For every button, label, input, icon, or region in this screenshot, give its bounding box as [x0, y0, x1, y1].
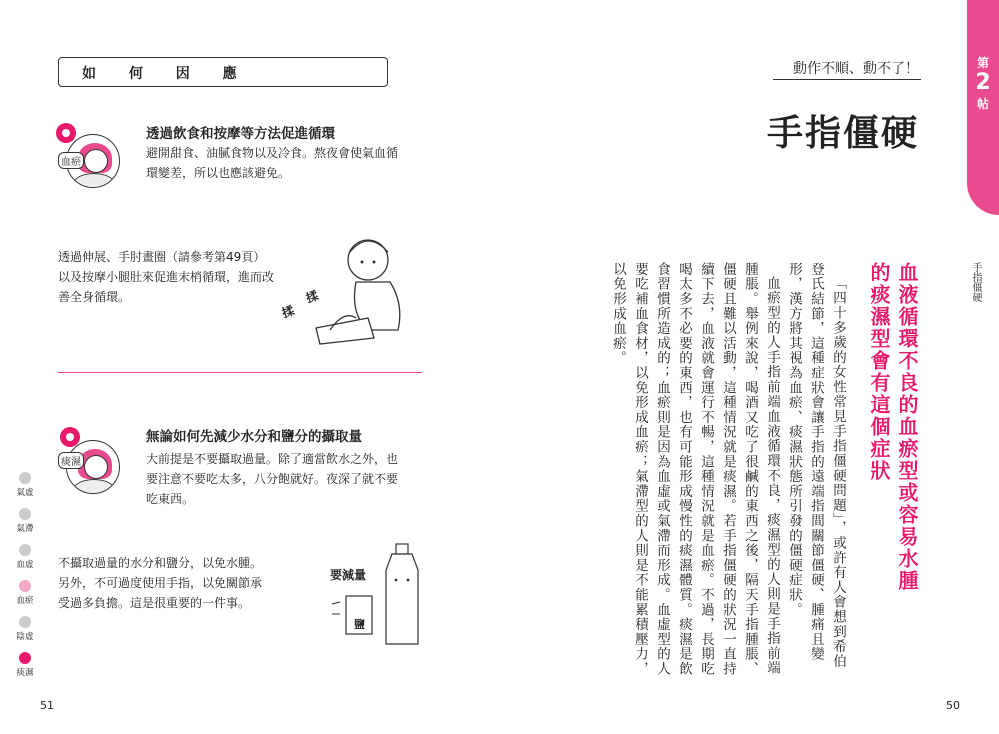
tip1-heading: 透過飲食和按摩等方法促進循環: [146, 126, 335, 142]
kicker: 動作不順、動不了！: [793, 61, 919, 77]
article-paragraph: 「四十多歲的女性常見手指僵硬問題」，或許有人會想到希伯登氏結節，這種症狀會讓手指的遠端指間關節僵硬、腫痛且變形，漢方將其視為血瘀、痰濕狀態所引發的僵硬症狀。: [786, 262, 846, 669]
page-number-right: 50: [946, 699, 960, 712]
kicker-underline: [773, 79, 921, 80]
avatar-tag: 血瘀: [58, 152, 84, 169]
reduce-caption: 要減量: [330, 568, 367, 582]
tip2-body: 大前提是不要攝取過量。除了適當飲水之外，也要注意不要吃太多，八分飽就好。夜深了就不要吃東西。: [146, 452, 399, 506]
illustration2-note: 不攝取過量的水分和鹽分，以免水腫。另外，不可過度使用手指，以免關節承受過多負擔。這是很重要的一件事。: [58, 556, 263, 610]
flower-icon: [56, 123, 76, 143]
tip2-heading: 無論如何先減少水分和鹽分的攝取量: [146, 429, 362, 445]
sfx-rub-left: 揉: [280, 303, 297, 321]
index-item: 血瘀: [12, 580, 38, 606]
avatar-tag: 痰濕: [58, 452, 84, 469]
index-item: 血虛: [12, 544, 38, 570]
index-item: 陰虛: [12, 616, 38, 642]
stretching-girl-illustration: [280, 218, 420, 358]
index-item: 氣滯: [12, 508, 38, 534]
illustration1-note: 透過伸展、手肘畫圈（請參考第49頁）以及按摩小腿肚來促進末梢循環，進而改善全身循環。: [58, 250, 275, 304]
running-head: 手指僵硬: [970, 262, 981, 302]
subtitle: 血液循環不良的血瘀型或容易水腫的痰濕型會有這個症狀: [867, 262, 919, 592]
article-paragraph: 血瘀型的人手指前端血液循環不良，痰濕型的人則是手指前端腫脹。舉例來說，喝酒又吃了很鹹的東西之後，隔天手指腫脹、僵硬且難以活動，這種情況就是痰濕。若手指僵硬的狀況一直持續下去，血液就會運行不暢，這種情況就是血瘀。不過，長期吃喝太多不必要的東西，也有可能形成慢性的痰濕體質。痰濕是飲食習慣所造成的；血瘀則是因為血虛或氣滯而形成。血虛型的人要吃補血食材，以免形成血瘀；氣滯型的人則是不能累積壓力，以免形成血瘀。: [610, 262, 780, 677]
page-number-left: 51: [40, 699, 54, 712]
constitution-index: [12, 472, 38, 678]
salt-label: 鹽: [354, 618, 365, 631]
section-title: 如 何 因 應: [82, 66, 251, 82]
sfx-rub-right: 揉: [304, 288, 321, 306]
chapter-label: 第 2 帖: [975, 56, 991, 111]
page-title: 手指僵硬: [766, 113, 919, 154]
index-item-active: 痰濕: [12, 652, 38, 678]
index-item: 氣虛: [12, 472, 38, 498]
tip1-body: 避開甜食、油膩食物以及冷食。熬夜會使氣血循環變差，所以也應該避免。: [146, 146, 399, 180]
article-body: [607, 262, 849, 682]
divider: [58, 372, 422, 373]
bottle-and-salt-illustration: [330, 540, 430, 650]
